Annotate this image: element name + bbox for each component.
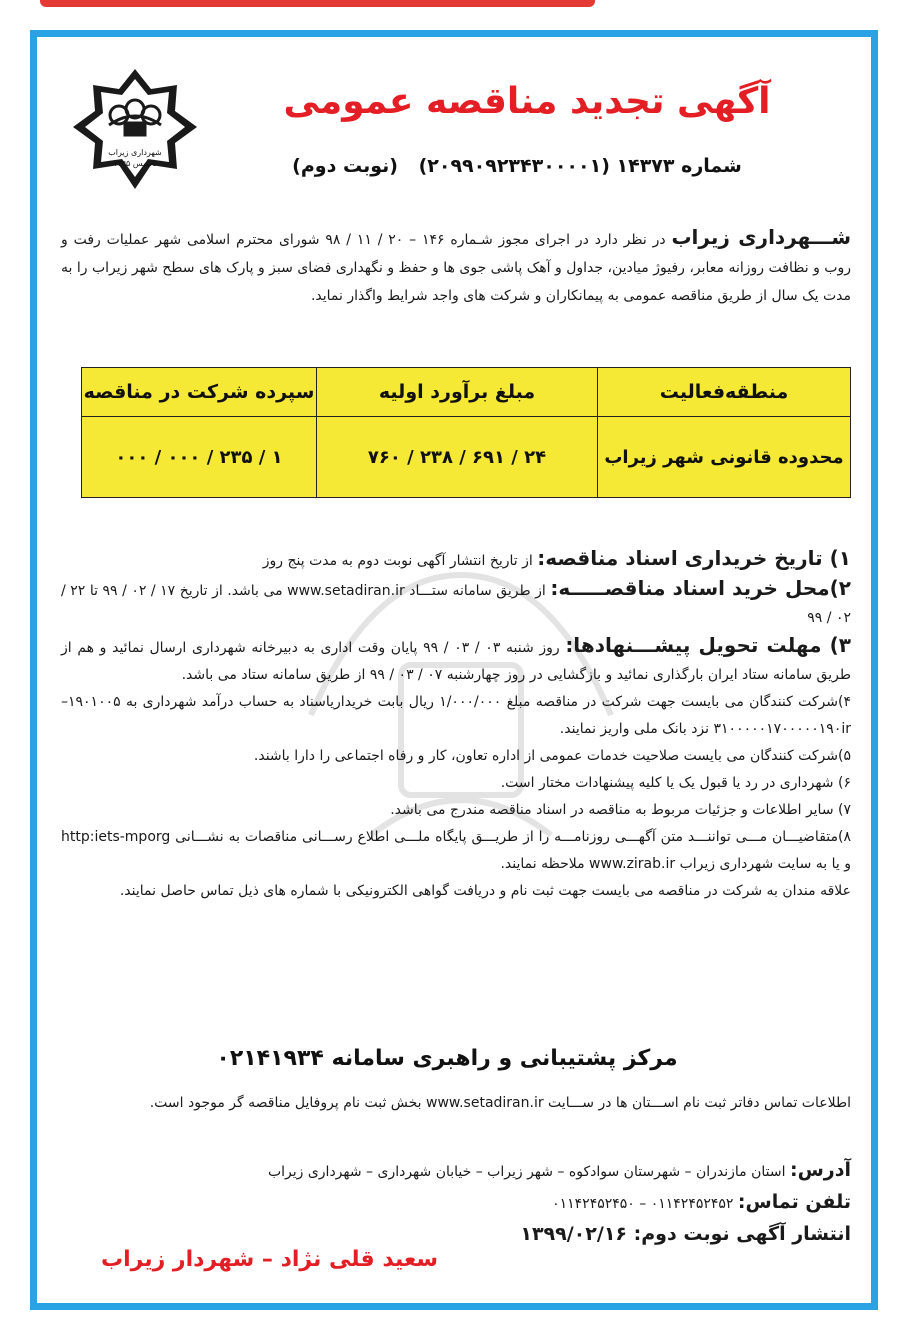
- intro-paragraph: [61, 223, 851, 310]
- notice-number: [257, 155, 777, 177]
- condition-3-text: روز شنبه ۰۳ / ۰۳ / ۹۹ پایان وقت اداری به دبیرخانه شهرداری ارسال نمائید و هم از طریق سامانه ستاد ایران بارگذاری نمائید و بازگشایی در روز چهارشنبه ۰۷ / ۰۳ / ۹۹ از طریق سامانه ستاد می باشد.: [61, 640, 851, 683]
- notice-round-label: (نوبت دوم): [292, 155, 398, 177]
- condition-3: [61, 632, 851, 689]
- condition-1: [61, 545, 851, 575]
- cell-activity-area: محدوده قانونی شهر زیراب: [598, 417, 851, 498]
- phone-label: تلفن تماس:: [737, 1191, 851, 1213]
- condition-7: ۷) سایر اطلاعات و جزئیات مربوط به مناقصه در اسناد مناقصه مندرج می باشد.: [390, 802, 851, 818]
- tender-conditions: [61, 545, 851, 905]
- header-activity-area: منطقه‌فعالیت: [598, 368, 851, 417]
- contact-info: اطلاعات تماس دفاتر ثبت نام اســـتان ها در ســـایت www.setadiran.ir بخش ثبت نام پروفایل مناقصه گر موجود است.: [149, 1095, 851, 1111]
- address-label: آدرس:: [789, 1159, 851, 1181]
- cell-deposit: ۱ / ۲۳۵ / ۰۰۰ / ۰۰۰: [82, 417, 317, 498]
- address-block: [61, 1155, 851, 1251]
- registration-note: علاقه مندان به شرکت در مناقصه می بایست جهت ثبت نام و دریافت گواهی الکترونیکی با شماره های ذیل تماس حاصل نمایند.: [119, 883, 851, 899]
- signer: سعید قلی نژاد – شهردار زیراب: [101, 1247, 439, 1272]
- header-initial-estimate: مبلغ برآورد اولیه: [317, 368, 598, 417]
- notice-content: [51, 45, 857, 1295]
- publish-label: انتشار آگهی نوبت دوم:: [633, 1223, 851, 1245]
- notice-frame: [30, 30, 878, 1310]
- condition-5: ۵)شرکت کنندگان می بایست صلاحیت خدمات عمومی از اداره تعاون، کار و رفاه اجتماعی را دارا باشند.: [253, 748, 851, 764]
- support-center: مرکز پشتیبانی و راهبری سامانه ۰۲۱۴۱۹۳۴: [216, 1046, 678, 1071]
- top-red-bar: [40, 0, 595, 7]
- condition-2-text: از طریق سامانه ستـــاد www.setadiran.ir می باشد. از تاریخ ۱۷ / ۰۲ / ۹۹ تا ۲۲ / ۰۲ / ۹۹: [61, 583, 851, 626]
- condition-4: ۴)شرکت کنندگان می بایست جهت شرکت در مناقصه مبلغ ۱/۰۰۰/۰۰۰ ریال بابت خریداریاسناد به حساب درآمد شهرداری به ۱۹۰۱۰۰۵–۳۱۰۰۰۰۰۱۷۰۰۰۰۰۱۹۰ir نزد بانک ملی واریز نمایند.: [61, 694, 851, 737]
- condition-8: ۸)متقاضیـــان مـــی تواننـــد متن آگهـــی روزنامـــه را از طریـــق پایگاه ملـــی اطلاع رســـانی مناقصات به نشـــانی http:iets-mporg و یا به سایت شهرداری زیراب www.zirab.ir ملاحظه نمایند.: [61, 829, 851, 872]
- address-line: [61, 1155, 851, 1187]
- municipality-logo-icon: [69, 67, 201, 195]
- table-row: [82, 417, 851, 498]
- cell-initial-estimate: ۲۴ / ۶۹۱ / ۲۳۸ / ۷۶۰: [317, 417, 598, 498]
- phone-value: ۰۱۱۴۲۴۵۲۴۵۲ – ۰۱۱۴۲۴۵۲۴۵۰: [552, 1196, 738, 1212]
- condition-2: [61, 575, 851, 632]
- phone-line: [61, 1187, 851, 1219]
- svg-text:تاسیس ۱۳۴۵: تاسیس ۱۳۴۵: [113, 159, 157, 168]
- publish-value: ۱۳۹۹/۰۲/۱۶: [520, 1223, 634, 1245]
- condition-3-heading: ۳) مهلت تحویل پیشـــنهادها:: [565, 633, 852, 657]
- condition-6: ۶) شهرداری در رد یا قبول یک یا کلیه پیشنهادات مختار است.: [500, 775, 851, 791]
- condition-1-heading: ۱) تاریخ خریداری اسناد مناقصه:: [537, 546, 851, 570]
- intro-text: در نظر دارد در اجرای مجوز شـماره ۱۴۶ – ۲۰ / ۱۱ / ۹۸ شورای محترم اسلامی شهر عملیات رفت و روب و نظافت روزانه معابر، رفیوژ میادین، جداول و آهک پاشی جوی ها و حفظ و نگهداری فضای سبز و پارک های سطح شهر زیراب را به مدت یک سال از طریق مناقصه عمومی به پیمانکاران و شرکت های واجد شرایط واگذار نماید.: [61, 232, 851, 304]
- address-value: استان مازندران – شهرستان سوادکوه – شهر زیراب – خیابان شهرداری – شهرداری زیراب: [267, 1164, 790, 1180]
- table-header-row: [82, 368, 851, 417]
- top-strip: [0, 0, 908, 24]
- condition-1-text: از تاریخ انتشار آگهی نوبت دوم به مدت پنج روز: [262, 553, 538, 569]
- notice-number-label: شماره ۱۴۳۷۳ (۲۰۹۹۰۹۲۳۴۳۰۰۰۰۱): [418, 155, 742, 177]
- svg-text:شهرداری زیراب: شهرداری زیراب: [108, 148, 162, 157]
- intro-org: شـــهرداری زیراب: [671, 225, 852, 249]
- condition-2-heading: ۲)محل خرید اسناد مناقصـــــه:: [550, 576, 851, 600]
- tender-table: [81, 367, 851, 498]
- header-deposit: سپرده شرکت در مناقصه: [82, 368, 317, 417]
- notice-title: آگهی تجدید مناقصه عمومی: [283, 81, 771, 122]
